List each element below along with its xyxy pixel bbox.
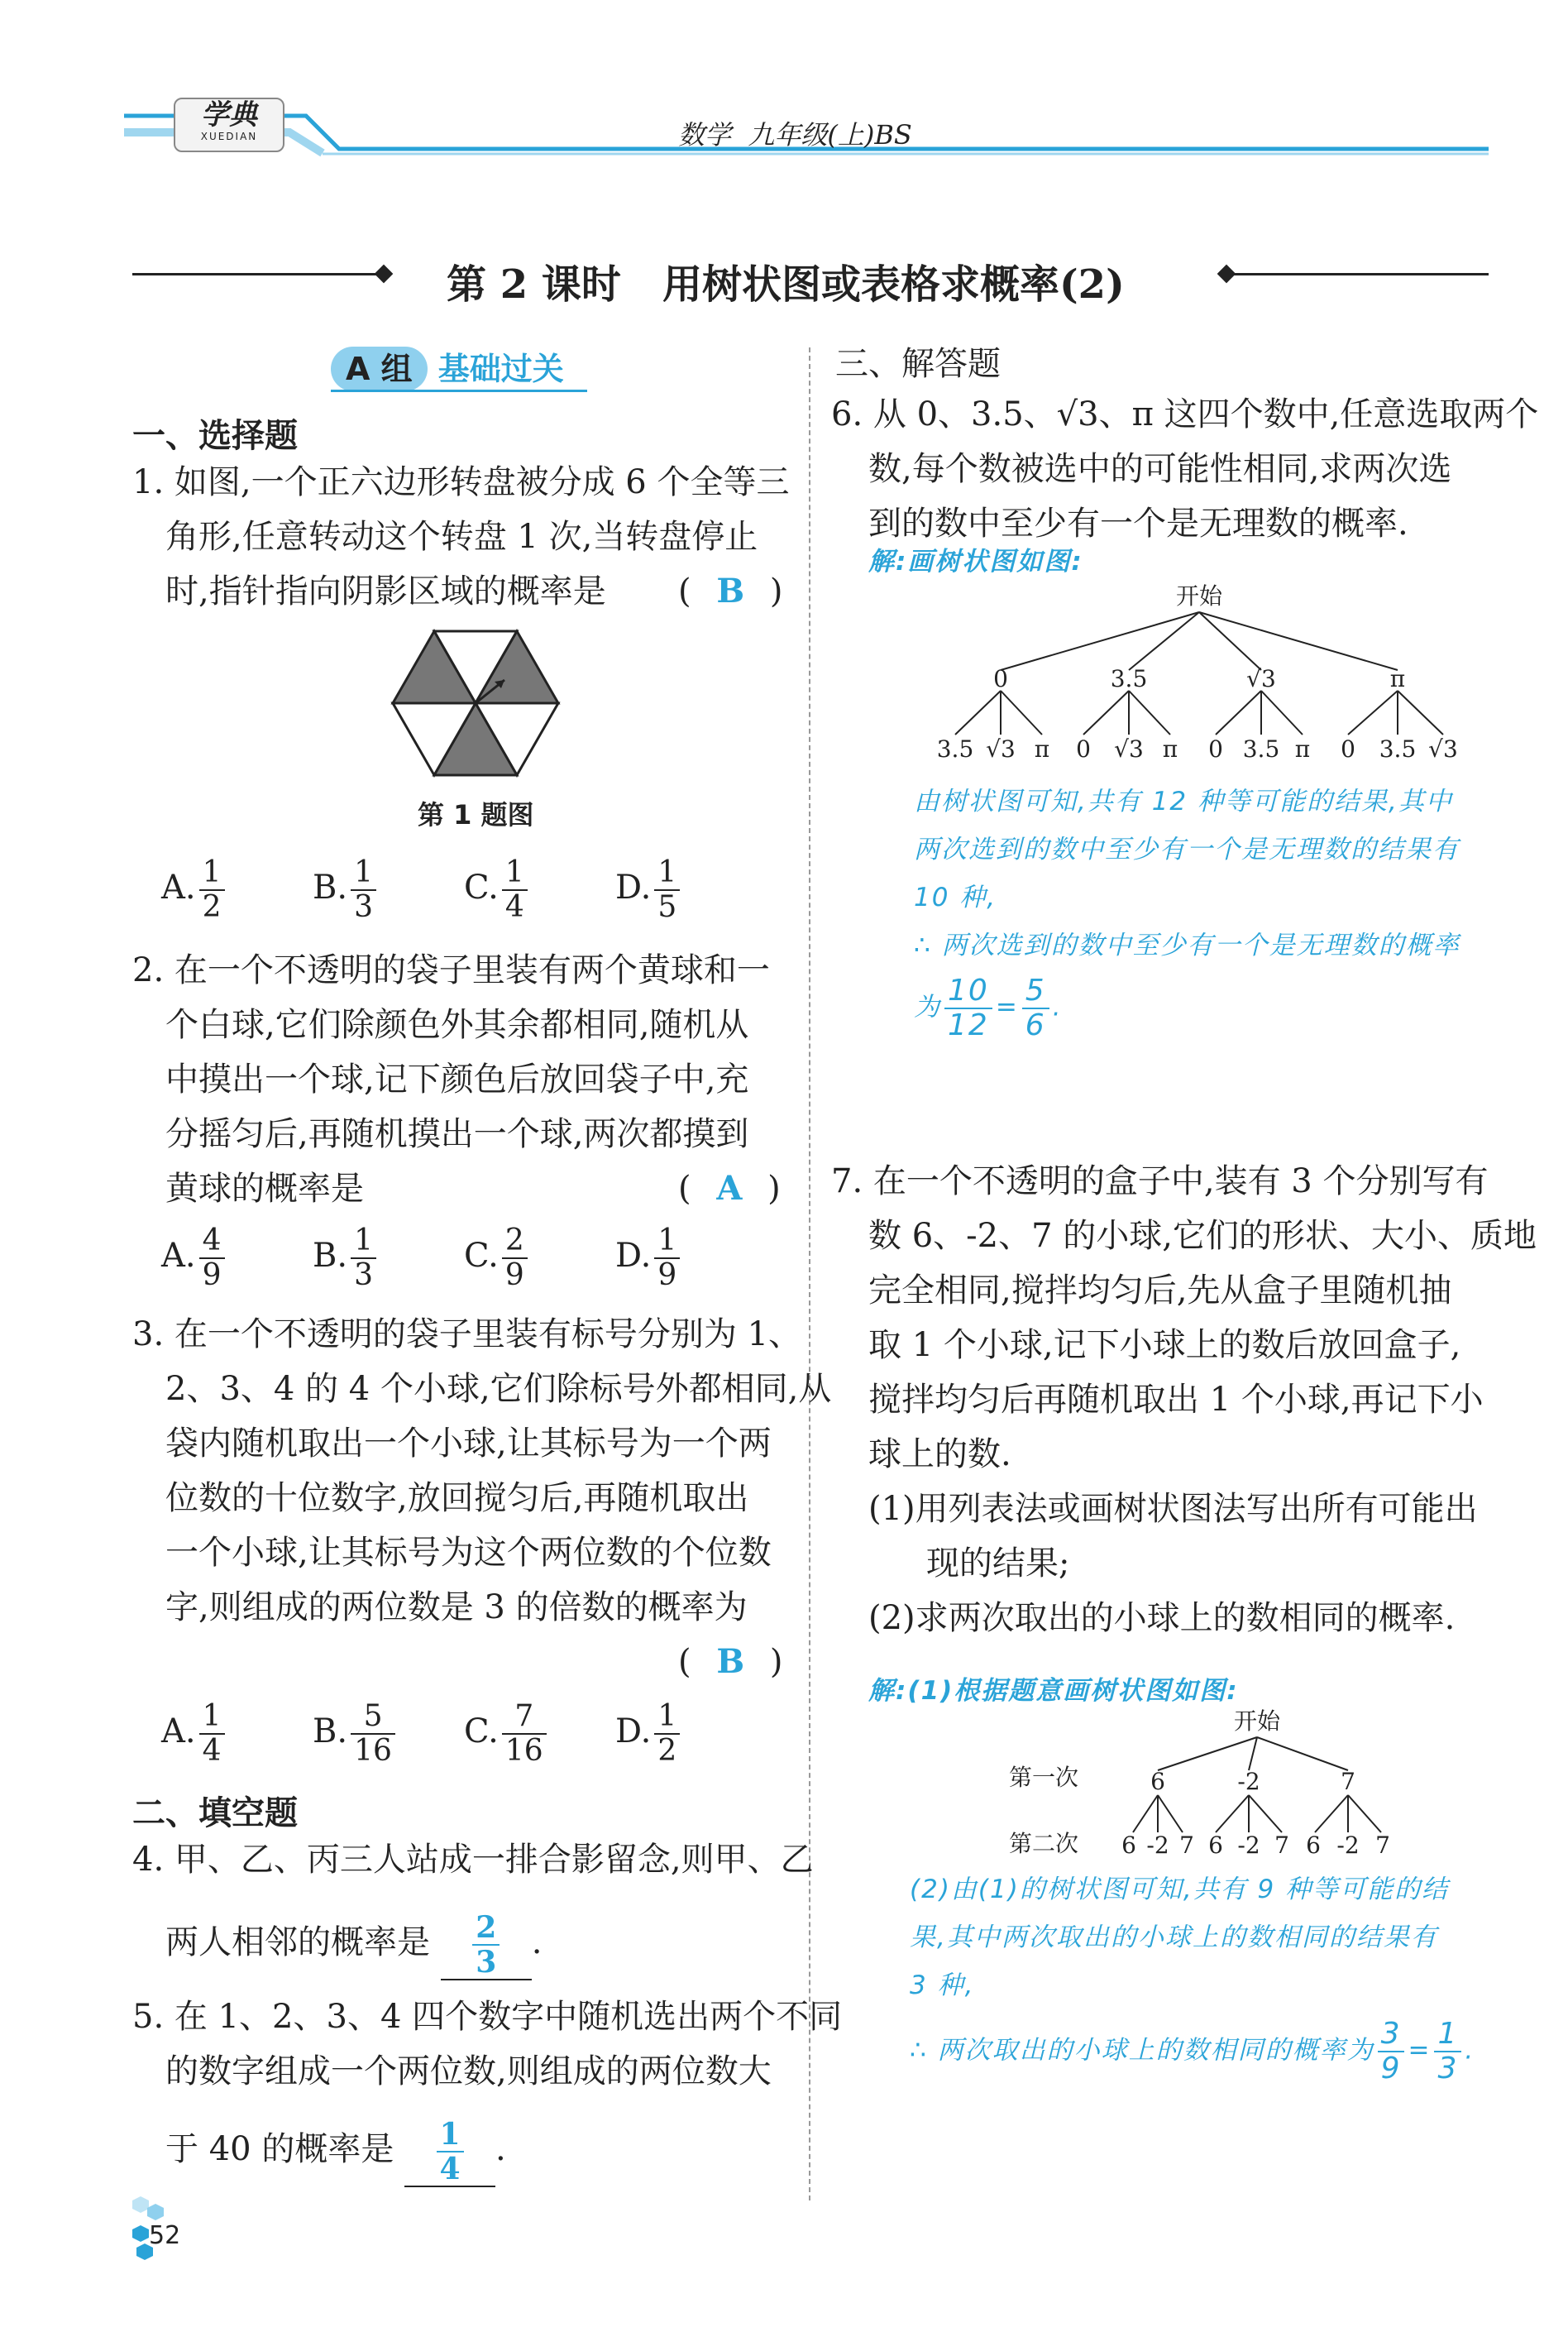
q7-tree-l2: 6 — [1306, 1832, 1321, 1859]
q2-option[interactable]: D. $\frac{1}{9}$ — [615, 1224, 683, 1292]
q1-option[interactable]: C. $\frac{1}{4}$ — [464, 856, 531, 924]
q2-text — [132, 943, 770, 1216]
q6-tree-l1: 0 — [993, 665, 1008, 692]
page-number: 52 — [149, 2221, 181, 2250]
q5-line: 于 40 的概率是 — [165, 2130, 394, 2168]
q6-line: 到的数中至少有一个是无理数的概率. — [868, 505, 1408, 543]
q3-option[interactable]: C. $\frac{7}{16}$ — [464, 1700, 550, 1768]
q7-line: (1)用列表法或画树状图法写出所有可能出 — [868, 1490, 1478, 1528]
q1-line: 时,指针指向阴影区域的概率是 — [165, 572, 606, 611]
q6-tree-l2: 0 — [1208, 735, 1223, 763]
hexagon-spinner — [389, 629, 562, 778]
q7-line: 数 6、-2、7 的小球,它们的形状、大小、质地 — [868, 1217, 1537, 1255]
q3-option[interactable]: A. $\frac{1}{4}$ — [161, 1700, 228, 1768]
q5-answer-den: 4 — [439, 2152, 461, 2186]
q7-tree-root: 开始 — [1233, 1707, 1281, 1735]
q7-line: 完全相同,搅拌均匀后,先从盒子里随机抽 — [868, 1271, 1452, 1310]
q3-text — [132, 1307, 831, 1635]
q7-tree-l2: 7 — [1375, 1832, 1390, 1859]
q7-tree-l2: -2 — [1336, 1832, 1360, 1859]
q5-line: 5. 在 1、2、3、4 四个数字中随机选出两个不同 — [132, 1998, 843, 2036]
q1-line: 角形,任意转动这个转盘 1 次,当转盘停止 — [165, 518, 758, 556]
q7-tree-l2: -2 — [1237, 1832, 1260, 1859]
title-diamond-left — [375, 265, 394, 284]
q6-solution-head: 解:画树状图如图: — [868, 547, 1083, 577]
q1-option[interactable]: D. $\frac{1}{5}$ — [615, 856, 683, 924]
q1-line: 1. 如图,一个正六边形转盘被分成 6 个全等三 — [132, 463, 790, 501]
q3-answer: B — [716, 1642, 745, 1681]
q7-sol-result: ∴ 两次取出的小球上的数相同的概率为 $\frac{3}{9}$ = $\frac{1}{3}$ . — [910, 2017, 1475, 2085]
q7-line: 现的结果; — [926, 1544, 1070, 1583]
q2-line: 2. 在一个不透明的袋子里装有两个黄球和一 — [132, 951, 770, 989]
q3-line: 字,则组成的两位数是 3 的倍数的概率为 — [165, 1588, 748, 1626]
q5-answer-num: 1 — [437, 2118, 464, 2152]
q6-sol-line: 两次选到的数中至少有一个是无理数的结果有 — [914, 835, 1460, 864]
q6-tree-l2: √3 — [1428, 735, 1458, 763]
q2-answer-bracket: ( A ) — [678, 1169, 781, 1208]
q6-tree-l2: √3 — [986, 735, 1016, 763]
q1-option[interactable]: B. $\frac{1}{3}$ — [313, 856, 380, 924]
q1-answer-bracket: ( B ) — [678, 572, 783, 611]
q7-row2-label: 第二次 — [1009, 1830, 1079, 1857]
q7-line: 7. 在一个不透明的盒子中,装有 3 个分别写有 — [831, 1162, 1489, 1200]
q6-tree-root: 开始 — [1175, 582, 1223, 610]
q4-text — [132, 1832, 814, 1887]
q4-blank[interactable] — [441, 1911, 532, 1980]
q3-line: 袋内随机取出一个小球,让其标号为一个两 — [165, 1425, 772, 1463]
q6-sol-line: ∴ 两次选到的数中至少有一个是无理数的概率 — [914, 931, 1460, 960]
q6-tree-l2: 0 — [1341, 735, 1355, 763]
section-fill: 二、填空题 — [132, 1794, 298, 1832]
group-title: 基础过关 — [437, 351, 564, 387]
q6-tree-l2: π — [1162, 735, 1178, 763]
q6-line: 数,每个数被选中的可能性相同,求两次选 — [868, 450, 1452, 488]
q7-tree-l1: 7 — [1341, 1768, 1355, 1795]
q6-tree-l2: 3.5 — [1379, 735, 1417, 763]
q6-tree-l2: π — [1034, 735, 1050, 763]
logo-sub: XUEDIAN — [200, 131, 258, 142]
q4-line: 两人相邻的概率是 — [165, 1923, 430, 1961]
q2-line: 个白球,它们除颜色外其余都相同,随机从 — [165, 1006, 749, 1044]
q6-sol-result: 为 $\frac{10}{12}$ = $\frac{5}{6}$ . — [914, 974, 1063, 1042]
q6-line: 6. 从 0、3.5、√3、π 这四个数中,任意选取两个 — [831, 395, 1539, 433]
q3-line: 2、3、4 的 4 个小球,它们除标号外都相同,从 — [165, 1370, 832, 1408]
q3-line: 一个小球,让其标号为这个两位数的个位数 — [165, 1534, 772, 1572]
q7-line: (2)求两次取出的小球上的数相同的概率. — [868, 1599, 1456, 1637]
q1-caption: 第 1 题图 — [418, 799, 534, 831]
title-rule-right — [1232, 273, 1489, 275]
q6-tree-l1: 3.5 — [1110, 665, 1148, 692]
q1-option[interactable]: A. $\frac{1}{2}$ — [161, 856, 228, 924]
page-title: 第 2 课时 用树状图或表格求概率(2) — [447, 261, 1125, 308]
q7-sol-line: 果,其中两次取出的小球上的数相同的结果有 — [910, 1923, 1438, 1952]
q7-line: 球上的数. — [868, 1435, 1011, 1473]
q7-tree-l2: 6 — [1121, 1832, 1136, 1859]
q7-tree-l2: 7 — [1274, 1832, 1289, 1859]
group-badge — [331, 343, 587, 388]
q6-tree-l2: 0 — [1076, 735, 1091, 763]
logo — [174, 98, 284, 152]
logo-text: 学典 — [201, 98, 257, 132]
group-underline — [331, 390, 587, 392]
q7-sol-line: (2)由(1)的树状图可知,共有 9 种等可能的结 — [910, 1875, 1450, 1904]
q6-tree-l2: 3.5 — [936, 735, 974, 763]
q3-option[interactable]: D. $\frac{1}{2}$ — [615, 1700, 683, 1768]
column-divider — [809, 347, 810, 2200]
q7-tree-l2: 7 — [1179, 1832, 1194, 1859]
q7-tree-l2: -2 — [1146, 1832, 1169, 1859]
q4-answer-den: 3 — [476, 1945, 497, 1980]
q7-tree-diagram — [1009, 1704, 1456, 1861]
q7-solution-head: 解:(1)根据题意画树状图如图: — [868, 1676, 1239, 1706]
section-choice: 一、选择题 — [132, 417, 298, 455]
q7-solution — [910, 1865, 1475, 2085]
q1-answer: B — [716, 572, 745, 611]
q5-text — [132, 1990, 842, 2099]
q7-tree-l2: 6 — [1208, 1832, 1223, 1859]
q2-option[interactable]: C. $\frac{2}{9}$ — [464, 1224, 531, 1292]
q6-solution — [914, 778, 1460, 1042]
q7-sol-line: 3 种, — [910, 1970, 975, 2000]
q6-text — [831, 387, 1538, 551]
q7-line: 取 1 个小球,记下小球上的数后放回盒子, — [868, 1326, 1461, 1364]
q6-tree-diagram — [918, 579, 1480, 778]
q2-option[interactable]: A. $\frac{4}{9}$ — [161, 1224, 228, 1292]
q3-option[interactable]: B. $\frac{5}{16}$ — [313, 1700, 399, 1768]
q6-tree-l1: π — [1389, 665, 1406, 692]
q6-sol-line: 由树状图可知,共有 12 种等可能的结果,其中 — [914, 787, 1453, 816]
q2-line: 分摇匀后,再随机摸出一个球,两次都摸到 — [165, 1115, 749, 1153]
q2-option[interactable]: B. $\frac{1}{3}$ — [313, 1224, 380, 1292]
q3-line: 3. 在一个不透明的袋子里装有标号分别为 1、 — [132, 1315, 802, 1353]
q7-tree-l1: -2 — [1237, 1768, 1260, 1795]
group-badge-label: A 组 — [331, 347, 428, 391]
q3-answer-bracket: ( B ) — [678, 1642, 783, 1681]
title-rule-left — [132, 273, 380, 275]
q4-answer-num: 2 — [472, 1911, 500, 1946]
section-answer: 三、解答题 — [835, 345, 1001, 383]
q4-line2: 两人相邻的概率是 $\frac{2}{3}$ . — [165, 1910, 543, 1980]
q2-line: 黄球的概率是 — [165, 1170, 364, 1208]
q5-line3: 于 40 的概率是 $\frac{1}{4}$ . — [165, 2117, 506, 2186]
q5-line: 的数字组成一个两位数,则组成的两位数大 — [165, 2052, 772, 2090]
q7-text — [831, 1154, 1537, 1645]
q4-line: 4. 甲、乙、丙三人站成一排合影留念,则甲、乙 — [132, 1841, 814, 1879]
q6-tree-l2: 3.5 — [1242, 735, 1280, 763]
q7-row1-label: 第一次 — [1009, 1764, 1079, 1791]
q6-sol-line: 10 种, — [914, 883, 997, 912]
q2-line: 中摸出一个球,记下颜色后放回袋子中,充 — [165, 1061, 749, 1099]
q5-blank[interactable] — [404, 2118, 495, 2187]
q7-line: 搅拌均匀后再随机取出 1 个小球,再记下小 — [868, 1381, 1484, 1419]
q7-tree-l1: 6 — [1150, 1768, 1165, 1795]
q2-answer: A — [716, 1169, 743, 1208]
q6-tree-l1: √3 — [1246, 665, 1276, 692]
q3-line: 位数的十位数字,放回搅匀后,再随机取出 — [165, 1479, 749, 1517]
q6-tree-l2: π — [1294, 735, 1311, 763]
header-subject: 数学 九年级(上)BS — [678, 119, 912, 151]
q6-tree-l2: √3 — [1114, 735, 1144, 763]
